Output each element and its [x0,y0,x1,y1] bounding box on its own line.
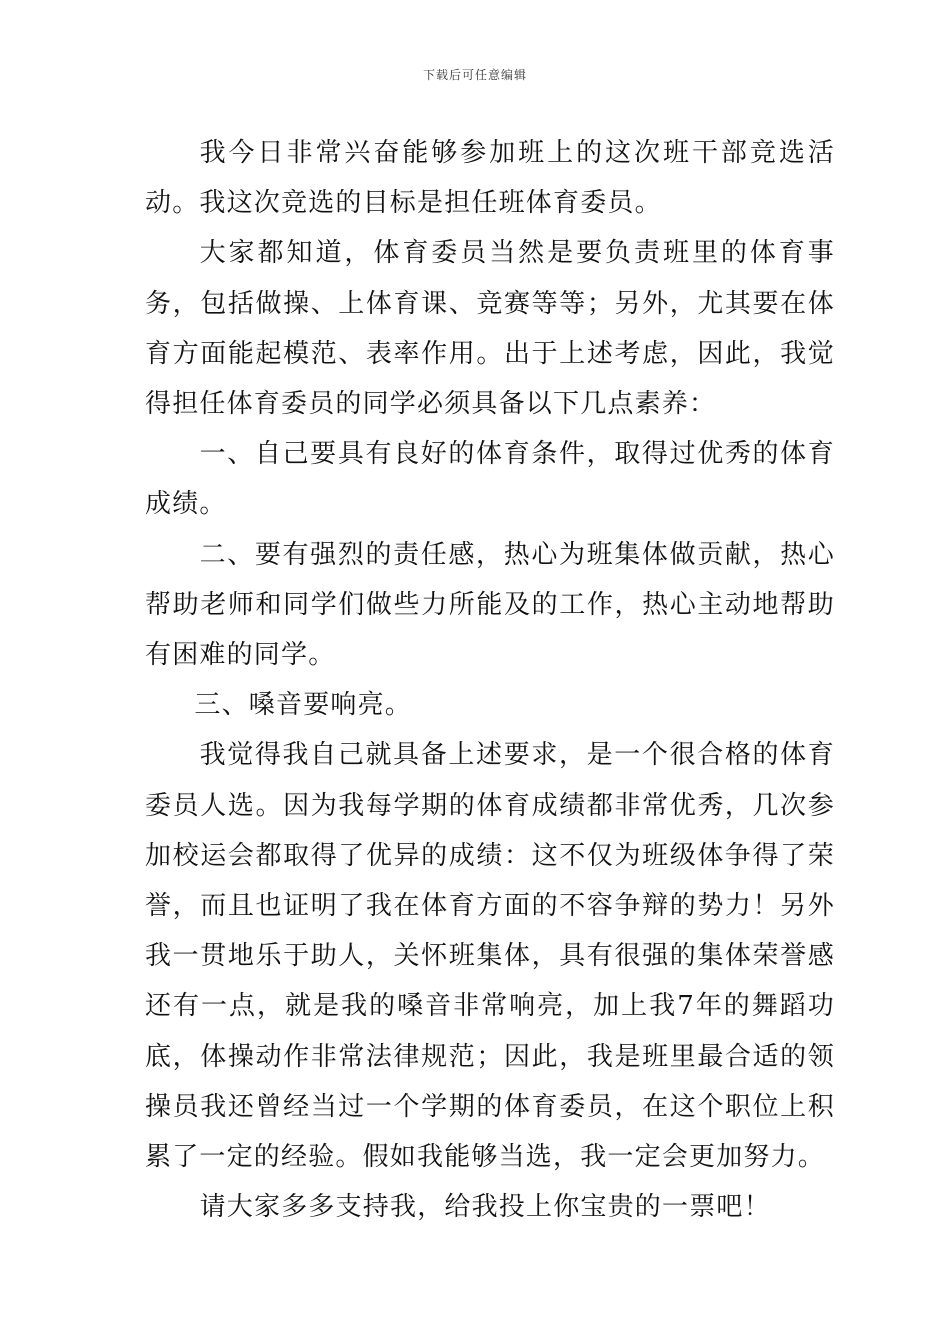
paragraph-point-three: 三、嗓音要响亮。 [194,690,412,721]
paragraph-intro: 我今日非常兴奋能够参加班上的这次班干部竞选活动。我这次竞选的目标是担任班体育委员。 [145,138,835,219]
paragraph-closing: 请大家多多支持我，给我投上你宝贵的一票吧！ [199,1192,771,1223]
document-body [145,128,835,1232]
paragraph-point-two: 二、要有强烈的责任感，热心为班集体做贡献，热心帮助老师和同学们做些力所能及的工作，热心主动地帮助有困难的同学。 [145,539,835,671]
paragraph-duties: 大家都知道，体育委员当然是要负责班里的体育事务，包括做操、上体育课、竞赛等等；另外，尤其要在体育方面能起模范、表率作用。出于上述考虑，因此，我觉得担任体育委员的同学必须具备以下几点素养： [145,238,835,420]
paragraph-qualifications: 我觉得我自己就具备上述要求，是一个很合格的体育委员人选。因为我每学期的体育成绩都非常优秀，几次参加校运会都取得了优异的成绩：这不仅为班级体争得了荣誉，而且也证明了我在体育方面的不容争辩的势力！另外我一贯地乐于助人，关怀班集体，具有很强的集体荣誉感还有一点，就是我的嗓音非常响亮，加上我7年的舞蹈功底，体操动作非常法律规范；因此，我是班里最合适的领操员我还曾经当过一个学期的体育委员，在这个职位上积累了一定的经验。假如我能够当选，我一定会更加努力。 [145,740,835,1173]
page-header-note: 下载后可任意编辑 [422,68,527,82]
paragraph-point-one: 一、自己要具有良好的体育条件，取得过优秀的体育成绩。 [145,439,835,520]
